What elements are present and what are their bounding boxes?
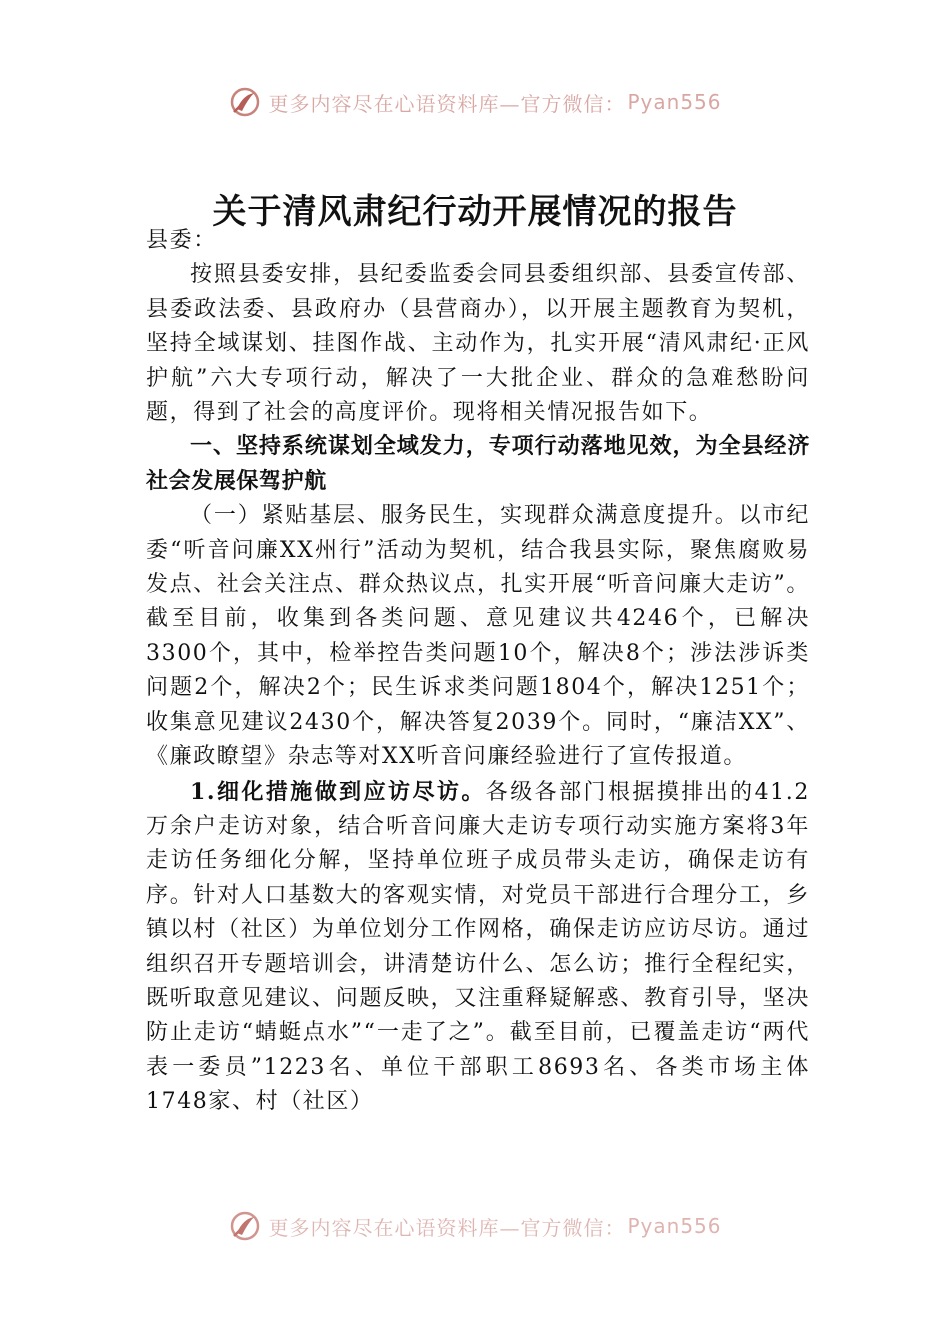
document-body bbox=[146, 224, 810, 1120]
brush-logo-icon bbox=[228, 1209, 262, 1243]
salutation: 县委： bbox=[146, 228, 217, 253]
document-title: 关于清风肃纪行动开展情况的报告 bbox=[212, 192, 738, 232]
item-1-lead: 1.细化措施做到应访尽访。 bbox=[190, 778, 486, 805]
watermark-header bbox=[0, 82, 950, 122]
subsection-1-lead: （一）紧贴基层、服务民生，实现群众满意度提升。 bbox=[190, 503, 739, 529]
watermark-text: 更多内容尽在心语资料库—官方微信： bbox=[268, 91, 626, 116]
watermark-text: 更多内容尽在心语资料库—官方微信： bbox=[268, 1215, 626, 1240]
watermark-wechat-id: Pyan556 bbox=[627, 90, 722, 114]
section-1-heading: 一、坚持系统谋划全域发力，专项行动落地见效，为全县经济社会发展保驾护航 bbox=[146, 434, 810, 494]
watermark-footer bbox=[0, 1206, 950, 1246]
subsection-1-paragraph bbox=[146, 499, 810, 774]
watermark-wechat-id: Pyan556 bbox=[627, 1214, 722, 1238]
item-1-body: 各级各部门根据摸排出的41.2万余户走访对象，结合听音问廉大走访专项行动实施方案将3年走访任务细化分解，坚持单位班子成员带头走访，确保走访有序。针对人口基数大的客观实情，对党员干部进行合理分工，乡镇以村（社区）为单位划分工作网格，确保走访应访尽访。通过组织召开专题培训会，讲清楚访什么、怎么访；推行全程纪实，既听取意见建议、问题反映，又注重释疑解惑、教育引导，坚决防止走访“蜻蜓点水”“一走了之”。截至目前，已覆盖走访“两代表一委员”1223名、单位干部职工8693名、各类市场主体1748家、村（社区） bbox=[146, 779, 810, 1115]
subsection-1-body: 以市纪委“听音问廉XX州行”活动为契机，结合我县实际，聚焦腐败易发点、社会关注点、群众热议点，扎实开展“听音问廉大走访”。截至目前，收集到各类问题、意见建议共4246个，已解决3300个，其中，检举控告类问题10个，解决8个；涉法涉诉类问题2个，解决2个；民生诉求类问题1804个，解决1251个；收集意见建议2430个，解决答复2039个。同时，“廉洁XX”、《廉政瞭望》杂志等对XX听音问廉经验进行了宣传报道。 bbox=[146, 503, 810, 770]
brush-logo-icon bbox=[228, 85, 262, 119]
item-1-paragraph bbox=[146, 775, 810, 1120]
intro-paragraph: 按照县委安排，县纪委监委会同县委组织部、县委宣传部、县委政法委、县政府办（县营商办），以开展主题教育为契机，坚持全域谋划、挂图作战、主动作为，扎实开展“清风肃纪·正风护航”六大专项行动，解决了一大批企业、群众的急难愁盼问题，得到了社会的高度评价。现将相关情况报告如下。 bbox=[146, 262, 810, 426]
